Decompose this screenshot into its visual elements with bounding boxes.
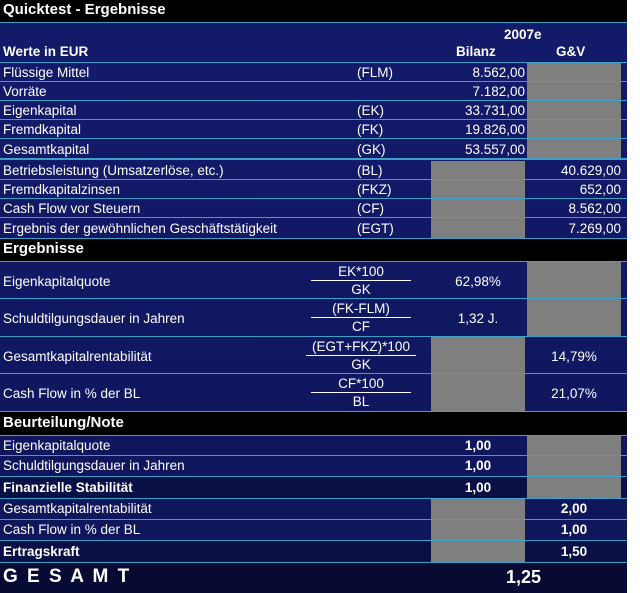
grey-cell <box>527 139 621 158</box>
gesamt-row <box>0 563 627 593</box>
ratio-label: Cash Flow in % der BL <box>3 386 141 401</box>
note-row <box>0 520 627 541</box>
balance-row <box>0 120 627 139</box>
pl-row <box>0 180 627 199</box>
balance-row <box>0 82 627 101</box>
gesamt-label: G E S A M T <box>3 566 132 587</box>
row-value: 8.562,00 <box>472 65 525 80</box>
formula-denominator: CF <box>352 319 370 334</box>
formula-denominator: GK <box>351 282 371 297</box>
note-row-summary <box>0 541 627 563</box>
note-row-summary <box>0 477 627 499</box>
note-row <box>0 456 627 477</box>
pl-row <box>0 161 627 180</box>
grey-cell <box>431 337 525 373</box>
note-row <box>0 436 627 456</box>
row-value: 8.562,00 <box>568 201 621 216</box>
bilanz-header: Bilanz <box>456 44 496 59</box>
row-label: Cash Flow vor Steuern <box>3 201 141 216</box>
note-label: Ertragskraft <box>3 544 80 559</box>
row-abbr: (CF) <box>357 201 384 216</box>
ratio-row <box>0 337 627 374</box>
formula-numerator: (FK-FLM) <box>332 301 390 316</box>
ergebnisse-header: Ergebnisse <box>0 239 627 262</box>
ratio-row <box>0 262 627 299</box>
balance-row <box>0 63 627 82</box>
note-value: 1,50 <box>560 544 588 559</box>
ratio-value: 14,79% <box>551 349 597 364</box>
row-value: 7.269,00 <box>568 221 621 236</box>
grey-cell <box>431 520 525 540</box>
ratio-formula <box>311 301 411 334</box>
ratio-formula <box>311 376 411 409</box>
row-value: 53.557,00 <box>464 142 525 157</box>
row-value: 7.182,00 <box>472 84 525 99</box>
row-value: 40.629,00 <box>560 163 621 178</box>
werte-label: Werte in EUR <box>3 44 89 59</box>
gesamt-value: 1,25 <box>506 567 542 587</box>
row-abbr: (FK) <box>357 122 384 137</box>
row-label: Ergebnis der gewöhnlichen Geschäftstätigkeit <box>3 221 277 236</box>
grey-cell <box>431 199 525 217</box>
row-label: Fremdkapital <box>3 122 82 137</box>
formula-numerator: (EGT+FKZ)*100 <box>312 339 410 354</box>
grey-cell <box>431 541 525 562</box>
pl-row <box>0 218 627 239</box>
note-value: 1,00 <box>560 522 588 537</box>
note-value: 2,00 <box>560 501 588 516</box>
row-abbr: (EGT) <box>357 221 394 236</box>
grey-cell <box>431 374 525 411</box>
row-label: Gesamtkapital <box>3 142 90 157</box>
row-abbr: (EK) <box>357 103 384 118</box>
ratio-row <box>0 299 627 337</box>
pl-row <box>0 199 627 218</box>
note-label: Eigenkapitalquote <box>3 438 111 453</box>
grey-cell <box>527 101 621 119</box>
grey-cell <box>527 436 621 455</box>
row-value: 19.826,00 <box>464 122 525 137</box>
ratio-label: Gesamtkapitalrentabilität <box>3 349 152 364</box>
row-label: Vorräte <box>3 84 47 99</box>
formula-denominator: GK <box>351 357 371 372</box>
note-label: Finanzielle Stabilität <box>3 480 133 495</box>
balance-row <box>0 139 627 160</box>
row-value: 652,00 <box>579 182 621 197</box>
ratio-value: 1,32 J. <box>457 311 499 326</box>
grey-cell <box>431 499 525 519</box>
note-value: 1,00 <box>464 458 492 473</box>
ratio-row <box>0 374 627 412</box>
row-abbr: (FKZ) <box>357 182 392 197</box>
note-value: 1,00 <box>464 480 492 495</box>
note-row <box>0 499 627 520</box>
ratio-formula <box>311 264 411 297</box>
note-label: Gesamtkapitalrentabilität <box>3 501 152 516</box>
grey-cell <box>527 456 621 476</box>
year-label: 2007e <box>504 27 542 42</box>
row-label: Betriebsleistung (Umsatzerlöse, etc.) <box>3 163 224 178</box>
note-label: Cash Flow in % der BL <box>3 522 141 537</box>
ratio-label: Schuldtilgungsdauer in Jahren <box>3 311 185 326</box>
ratio-value: 62,98% <box>455 274 501 289</box>
grey-cell <box>527 299 621 336</box>
row-abbr: (FLM) <box>357 65 393 80</box>
ratio-value: 21,07% <box>551 386 597 401</box>
note-value: 1,00 <box>464 438 492 453</box>
row-label: Eigenkapital <box>3 103 77 118</box>
grey-cell <box>527 262 621 298</box>
row-abbr: (GK) <box>357 142 386 157</box>
grey-cell <box>527 120 621 138</box>
grey-cell <box>431 218 525 238</box>
ratio-label: Eigenkapitalquote <box>3 274 111 289</box>
guv-header: G&V <box>556 44 586 59</box>
sheet-title: Quicktest - Ergebnisse <box>0 0 627 23</box>
grey-cell <box>431 180 525 198</box>
beurteilung-header: Beurteilung/Note <box>0 412 627 436</box>
grey-cell <box>431 161 525 179</box>
grey-cell <box>527 477 621 498</box>
column-header <box>0 23 627 63</box>
row-label: Flüssige Mittel <box>3 65 90 80</box>
grey-cell <box>527 63 621 81</box>
row-value: 33.731,00 <box>464 103 525 118</box>
grey-cell <box>527 82 621 100</box>
formula-numerator: EK*100 <box>338 264 384 279</box>
row-abbr: (BL) <box>357 163 383 178</box>
balance-row <box>0 101 627 120</box>
formula-numerator: CF*100 <box>338 376 384 391</box>
ratio-formula <box>306 339 416 372</box>
formula-denominator: BL <box>352 394 370 409</box>
row-label: Fremdkapitalzinsen <box>3 182 121 197</box>
note-label: Schuldtilgungsdauer in Jahren <box>3 458 185 473</box>
